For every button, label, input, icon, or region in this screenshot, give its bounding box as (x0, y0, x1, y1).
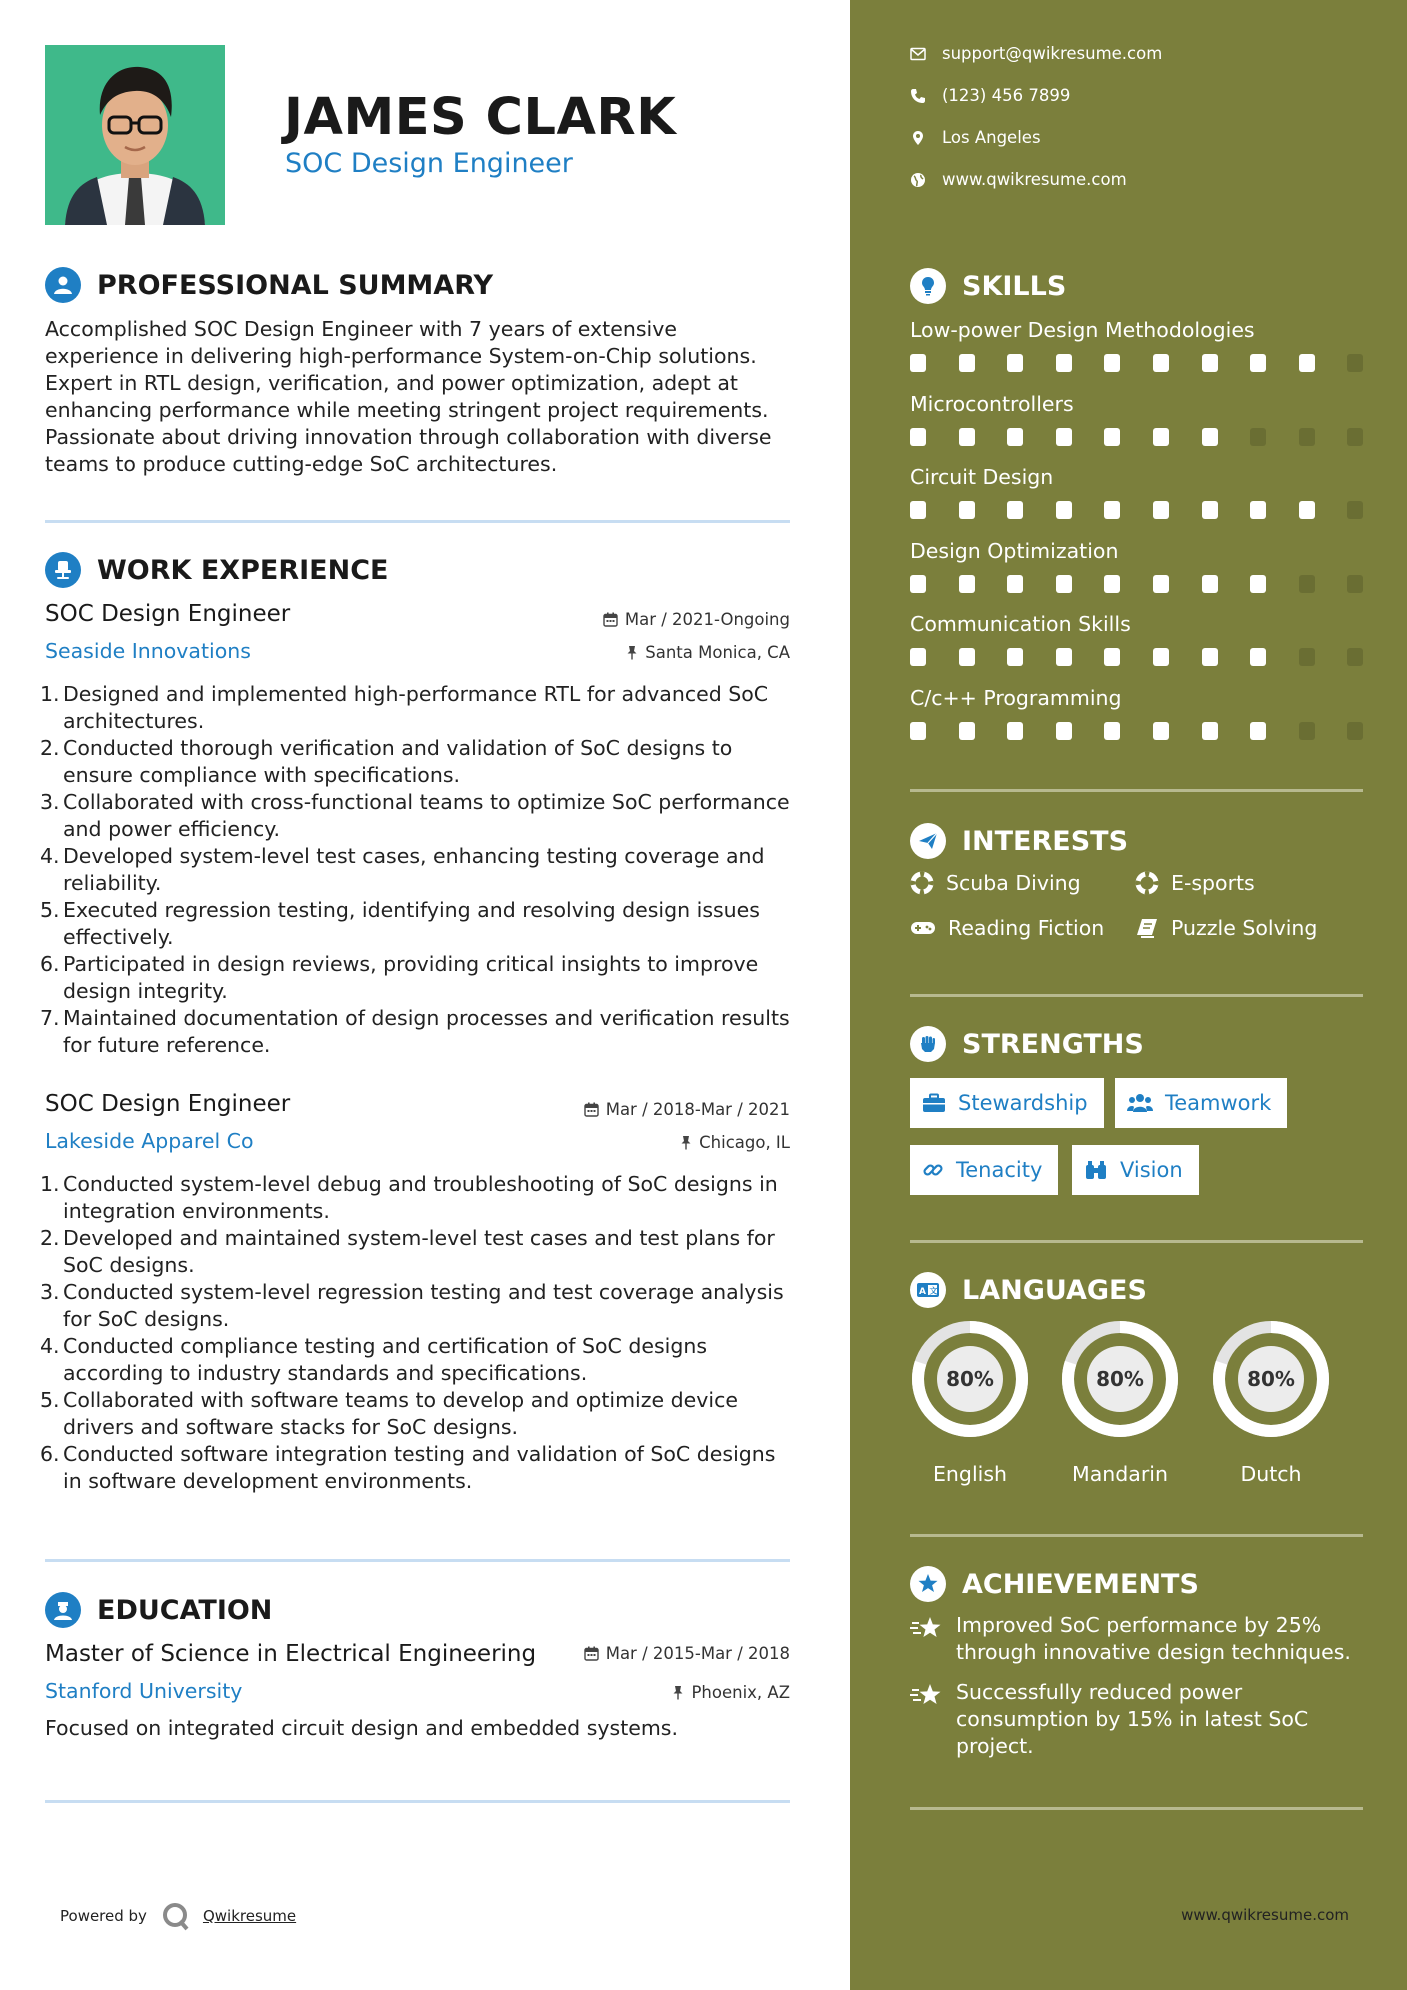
skill-rating-dot (1104, 575, 1120, 593)
list-item-text: Executed regression testing, identifying and resolving design issues effectively. (63, 898, 760, 949)
skill-rating-dot (1007, 722, 1023, 740)
list-item-text: Conducted system-level debug and troubleshooting of SoC designs in integration environments. (63, 1172, 778, 1223)
strengths-title: STRENGTHS (962, 1028, 1144, 1060)
contact-email-text: support@qwikresume.com (942, 44, 1163, 63)
skills-title: SKILLS (962, 270, 1067, 302)
education-date-text: Mar / 2015-Mar / 2018 (605, 1644, 790, 1663)
experience-title: WORK EXPERIENCE (97, 554, 389, 586)
job-date (603, 610, 790, 629)
skill-rating-dot (1153, 722, 1169, 740)
skill-rating-dot (1202, 428, 1218, 446)
list-item-text: Conducted software integration testing and validation of SoC designs in software development environments. (63, 1442, 776, 1493)
strength-label: Tenacity (956, 1158, 1043, 1182)
footer-website[interactable]: www.qwikresume.com (1181, 1906, 1349, 1924)
contact-location-text: Los Angeles (942, 128, 1041, 147)
book-icon (1135, 917, 1159, 939)
skill-rating-dot (1250, 354, 1266, 372)
skill-rating-dot (1202, 501, 1218, 519)
interest-item (1135, 916, 1317, 940)
list-item-text: Collaborated with software teams to develop and optimize device drivers and software stacks for SoC designs. (63, 1388, 738, 1439)
strength-label: Teamwork (1165, 1091, 1272, 1115)
list-item-text: Conducted compliance testing and certification of SoC designs according to industry standards and specifications. (63, 1334, 708, 1385)
skill-rating-dot (1153, 575, 1169, 593)
achievement-text: Improved SoC performance by 25% through innovative design techniques. (956, 1613, 1351, 1664)
interest-label: Scuba Diving (946, 871, 1081, 895)
strength-label: Stewardship (958, 1091, 1088, 1115)
skill-rating-dot (910, 354, 926, 372)
office-chair-icon (45, 552, 81, 588)
skill-name: Microcontrollers (910, 391, 1074, 416)
languages-heading (910, 1272, 1147, 1308)
skill-rating-dot (1104, 501, 1120, 519)
skill-rating (910, 354, 1365, 372)
link-icon (922, 1159, 944, 1181)
list-item-text: Collaborated with cross-functional teams to optimize SoC performance and power efficiency. (63, 790, 790, 841)
list-item: 1. Designed and implemented high-performance RTL for advanced SoC architectures. (40, 681, 795, 735)
list-item: 5. Collaborated with software teams to develop and optimize device drivers and software stacks for SoC designs. (40, 1387, 795, 1441)
star-icon (910, 1682, 944, 1708)
skill-rating-dot (1153, 501, 1169, 519)
language-name: Mandarin (1072, 1462, 1168, 1486)
translate-icon (910, 1272, 946, 1308)
list-item: 6. Conducted software integration testing and validation of SoC designs in software development environments. (40, 1441, 795, 1495)
skill-rating-dot (1202, 575, 1218, 593)
section-divider (910, 1807, 1363, 1810)
language-item (908, 1317, 1032, 1486)
interests-title: INTERESTS (962, 825, 1129, 857)
skill-name: C/c++ Programming (910, 685, 1122, 710)
list-item-text: Conducted system-level regression testing and test coverage analysis for SoC designs. (63, 1280, 784, 1331)
qwikresume-logo-icon (161, 1901, 193, 1931)
section-divider (45, 1559, 790, 1562)
skill-rating-dot (1347, 648, 1363, 666)
skill-rating-dot (1104, 354, 1120, 372)
list-item-text: Designed and implemented high-performance RTL for advanced SoC architectures. (63, 682, 769, 733)
language-progress-ring (1058, 1317, 1182, 1441)
achievements-heading (910, 1566, 1199, 1602)
list-item: 1. Conducted system-level debug and troubleshooting of SoC designs in integration environments. (40, 1171, 795, 1225)
skill-rating (910, 575, 1365, 593)
achievement-item (910, 1612, 1376, 1666)
summary-text: Accomplished SOC Design Engineer with 7 years of extensive experience in delivering high-performance System-on-Chip solutions. Expert in RTL design, verification, and power optimization, adept at enhancing performance while meeting stringent project requirements. Passionate about driving innovation through collaboration with diverse teams to produce cutting-edge SoC architectures. (45, 317, 772, 476)
strength-chip (1115, 1078, 1287, 1128)
strength-chip (910, 1078, 1104, 1128)
contact-location (910, 128, 1041, 147)
briefcase-icon (922, 1093, 946, 1113)
skill-rating-dot (910, 501, 926, 519)
skill-rating-dot (1056, 501, 1072, 519)
skill-rating-dot (1056, 648, 1072, 666)
star-badge-icon (910, 1566, 946, 1602)
skill-name: Circuit Design (910, 465, 1054, 489)
contact-email (910, 44, 1162, 63)
skills-heading (910, 268, 1066, 304)
pin-icon (672, 1685, 684, 1700)
job-company: Seaside Innovations (45, 639, 251, 663)
section-divider (45, 520, 790, 523)
skill-rating-dot (1153, 428, 1169, 446)
list-item-text: Developed and maintained system-level test cases and test plans for SoC designs. (63, 1226, 775, 1277)
skill-rating-dot (1299, 648, 1315, 666)
skill-rating-dot (1299, 354, 1315, 372)
skill-rating-dot (1299, 722, 1315, 740)
profile-photo (45, 45, 225, 225)
candidate-name: JAMES CLARK (284, 88, 677, 147)
contact-phone-text: (123) 456 7899 (942, 86, 1071, 105)
section-divider (910, 1534, 1363, 1537)
education-date (584, 1644, 790, 1663)
strength-label: Vision (1120, 1158, 1183, 1182)
list-item: 5. Executed regression testing, identifying and resolving design issues effectively. (40, 897, 795, 951)
section-divider (45, 1800, 790, 1803)
lightbulb-icon (910, 268, 946, 304)
list-item: 4. Developed system-level test cases, enhancing testing coverage and reliability. (40, 843, 795, 897)
skill-rating-dot (1153, 648, 1169, 666)
skill-rating-dot (1007, 354, 1023, 372)
skill-rating-dot (910, 575, 926, 593)
skill-rating (910, 428, 1365, 446)
language-item (1058, 1317, 1182, 1486)
skill-rating-dot (1056, 575, 1072, 593)
skill-rating-dot (1056, 722, 1072, 740)
candidate-role: SOC Design Engineer (285, 148, 573, 179)
job-responsibilities (40, 1171, 795, 1495)
fist-icon (910, 1026, 946, 1062)
interest-item (910, 871, 1081, 895)
pin-icon (626, 645, 638, 660)
skill-rating-dot (910, 648, 926, 666)
education-title: EDUCATION (97, 1594, 273, 1626)
section-divider (910, 994, 1363, 997)
svg-text:A: A (919, 1287, 926, 1297)
job-date-text: Mar / 2018-Mar / 2021 (605, 1100, 790, 1119)
job-date-text: Mar / 2021-Ongoing (624, 610, 790, 629)
contact-phone (910, 86, 1070, 105)
summary-heading (45, 267, 493, 303)
languages-title: LANGUAGES (962, 1274, 1147, 1306)
lifebuoy-icon (910, 871, 934, 895)
language-name: Dutch (1240, 1462, 1302, 1486)
skill-rating-dot (959, 354, 975, 372)
language-name: English (932, 1462, 1008, 1486)
job-location (680, 1133, 790, 1152)
users-icon (1127, 1093, 1153, 1113)
paper-plane-icon (910, 823, 946, 859)
section-divider (910, 789, 1363, 792)
skill-rating-dot (1299, 428, 1315, 446)
list-item-text: Maintained documentation of design processes and verification results for future reference. (63, 1006, 790, 1057)
strength-chip (910, 1145, 1058, 1195)
achievements-title: ACHIEVEMENTS (962, 1568, 1199, 1600)
education-location (672, 1683, 790, 1702)
list-item: 3. Collaborated with cross-functional teams to optimize SoC performance and power efficiency. (40, 789, 795, 843)
list-item-text: Developed system-level test cases, enhancing testing coverage and reliability. (63, 844, 765, 895)
skill-rating-dot (1104, 722, 1120, 740)
graduate-icon (45, 1592, 81, 1628)
skill-rating (910, 501, 1365, 519)
skill-rating-dot (1104, 428, 1120, 446)
calendar-icon (603, 612, 618, 627)
svg-text:文: 文 (929, 1286, 938, 1296)
skill-rating-dot (1347, 428, 1363, 446)
achievement-text: Successfully reduced power consumption by 15% in latest SoC project. (956, 1680, 1309, 1758)
calendar-icon (584, 1646, 599, 1661)
job-responsibilities (40, 681, 795, 1059)
strength-chip (1072, 1145, 1199, 1195)
qwikresume-link[interactable]: Qwikresume (202, 1907, 297, 1925)
language-percent: 80% (1247, 1367, 1295, 1391)
skill-rating-dot (1347, 575, 1363, 593)
skill-rating-dot (1347, 501, 1363, 519)
skill-rating-dot (1347, 722, 1363, 740)
interest-item (910, 916, 1104, 940)
skill-rating-dot (959, 722, 975, 740)
school-name: Stanford University (45, 1679, 243, 1703)
list-item: 2. Conducted thorough verification and validation of SoC designs to ensure compliance with specifications. (40, 735, 795, 789)
skill-rating-dot (1007, 428, 1023, 446)
experience-heading (45, 552, 388, 588)
user-icon (45, 267, 81, 303)
gamepad-icon (910, 918, 936, 938)
skill-rating-dot (1056, 428, 1072, 446)
skill-rating-dot (1250, 648, 1266, 666)
language-percent: 80% (1096, 1367, 1144, 1391)
job-company: Lakeside Apparel Co (45, 1129, 254, 1153)
person-portrait-icon (45, 45, 225, 225)
skill-rating-dot (1250, 501, 1266, 519)
list-item-text: Participated in design reviews, providing critical insights to improve design integrity. (63, 952, 759, 1003)
skill-rating-dot (910, 722, 926, 740)
education-description: Focused on integrated circuit design and embedded systems. (45, 1716, 679, 1740)
section-divider (910, 1240, 1363, 1243)
education-heading (45, 1592, 272, 1628)
job-location-text: Santa Monica, CA (645, 643, 790, 662)
skill-rating-dot (1153, 354, 1169, 372)
language-percent: 80% (946, 1367, 994, 1391)
skill-rating-dot (1347, 354, 1363, 372)
language-progress-ring (1209, 1317, 1333, 1441)
interest-item (1135, 871, 1255, 895)
lifebuoy-icon (1135, 871, 1159, 895)
skill-rating-dot (1007, 648, 1023, 666)
interest-label: E-sports (1171, 871, 1255, 895)
language-progress-ring (908, 1317, 1032, 1441)
interests-heading (910, 823, 1128, 859)
skill-rating-dot (1299, 575, 1315, 593)
skill-name: Design Optimization (910, 538, 1119, 563)
contact-website-text: www.qwikresume.com (942, 170, 1127, 189)
skill-rating-dot (959, 501, 975, 519)
skill-rating (910, 722, 1365, 740)
skill-rating-dot (959, 575, 975, 593)
skill-rating-dot (1007, 575, 1023, 593)
achievement-item (910, 1679, 1376, 1760)
calendar-icon (584, 1102, 599, 1117)
pin-icon (680, 1135, 692, 1150)
binoculars-icon (1084, 1159, 1108, 1181)
skill-rating-dot (1250, 428, 1266, 446)
phone-icon (910, 88, 926, 104)
skill-rating-dot (1202, 648, 1218, 666)
footer-powered-by (60, 1901, 296, 1931)
list-item-text: Conducted thorough verification and validation of SoC designs to ensure compliance with specifications. (63, 736, 733, 787)
job-location-text: Chicago, IL (699, 1133, 790, 1152)
list-item: 3. Conducted system-level regression testing and test coverage analysis for SoC designs. (40, 1279, 795, 1333)
skill-name: Communication Skills (910, 612, 1131, 636)
skill-rating-dot (1056, 354, 1072, 372)
skill-rating-dot (959, 648, 975, 666)
summary-title: PROFESSIONAL SUMMARY (97, 269, 494, 301)
job-title: SOC Design Engineer (45, 601, 291, 627)
list-item: 7. Maintained documentation of design processes and verification results for future reference. (40, 1005, 795, 1059)
list-item: 2. Developed and maintained system-level test cases and test plans for SoC designs. (40, 1225, 795, 1279)
powered-by-label: Powered by (60, 1907, 147, 1925)
skill-rating-dot (1104, 648, 1120, 666)
strengths-heading (910, 1026, 1144, 1062)
skill-rating-dot (959, 428, 975, 446)
skill-rating (910, 648, 1365, 666)
skill-rating-dot (1202, 354, 1218, 372)
contact-website[interactable] (910, 170, 1127, 189)
globe-icon (910, 172, 926, 188)
interest-label: Puzzle Solving (1171, 916, 1318, 940)
skill-rating-dot (910, 428, 926, 446)
list-item: 6. Participated in design reviews, providing critical insights to improve design integrity. (40, 951, 795, 1005)
language-item (1209, 1317, 1333, 1486)
envelope-icon (910, 47, 926, 61)
degree-title: Master of Science in Electrical Engineering (45, 1641, 537, 1667)
skill-rating-dot (1299, 501, 1315, 519)
skill-rating-dot (1250, 722, 1266, 740)
skill-name: Low-power Design Methodologies (910, 318, 1255, 342)
skill-rating-dot (1202, 722, 1218, 740)
skill-rating-dot (1007, 501, 1023, 519)
job-location (626, 643, 790, 662)
job-date (584, 1100, 790, 1119)
map-marker-icon (910, 130, 926, 146)
interest-label: Reading Fiction (948, 916, 1105, 940)
education-location-text: Phoenix, AZ (691, 1683, 790, 1702)
list-item: 4. Conducted compliance testing and certification of SoC designs according to industry standards and specifications. (40, 1333, 795, 1387)
skill-rating-dot (1250, 575, 1266, 593)
star-icon (910, 1615, 944, 1641)
job-title: SOC Design Engineer (45, 1091, 291, 1117)
